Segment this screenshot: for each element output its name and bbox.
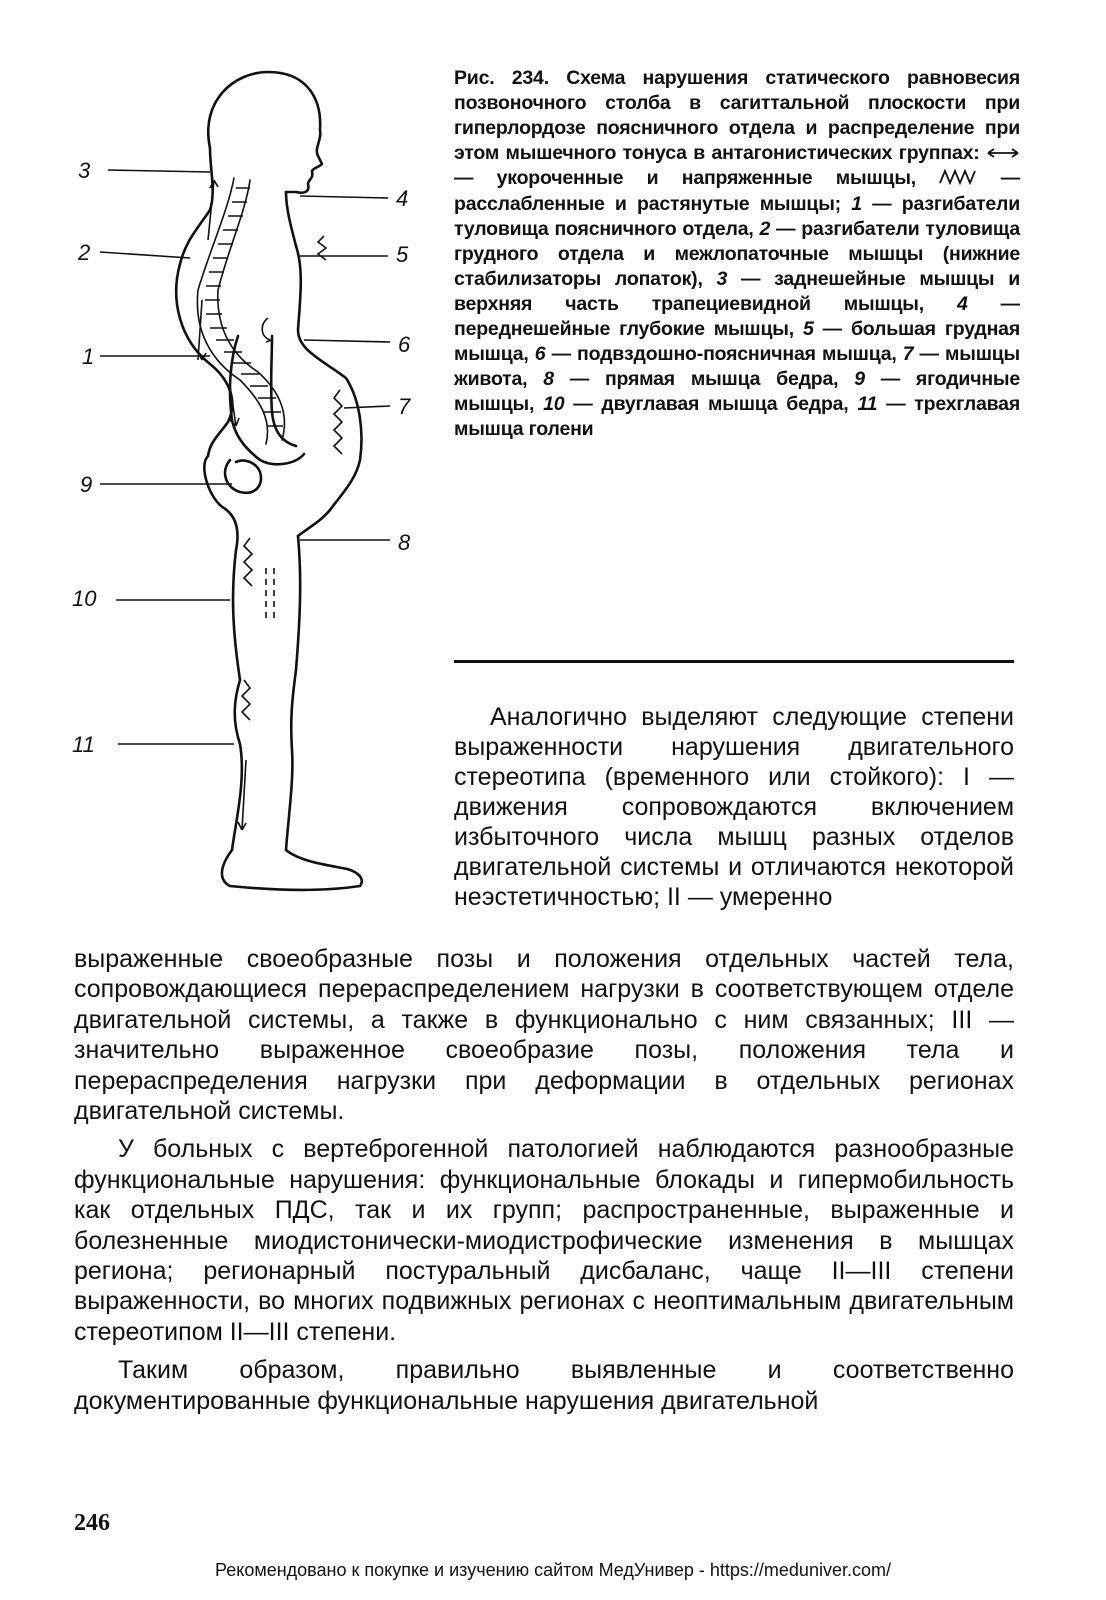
caption-item-number: 3: [716, 267, 728, 290]
relaxed-muscle-legend-icon: [939, 167, 977, 192]
legend-shortened-text: — укороченные и напряженные мышцы,: [454, 167, 940, 190]
spine-figure-illustration: [60, 60, 450, 920]
caption-item-text: — заднешейные мышцы и верхняя часть трапециевидной мышцы,: [454, 267, 1021, 315]
shortened-muscle-legend-icon: [986, 141, 1020, 166]
figure-234: [60, 60, 450, 920]
caption-item-number: 10: [543, 392, 565, 415]
caption-item-number: 1: [851, 192, 862, 215]
caption-item-text: — разгибатели туловища грудного отдела и межлопаточные мышцы (нижние стабилизаторы лопаток),: [454, 217, 1020, 290]
callout-10: 10: [72, 586, 97, 611]
callout-2: 2: [78, 240, 91, 265]
callout-7: 7: [398, 394, 411, 419]
caption-item-number: 5: [802, 317, 814, 340]
callout-6: 6: [398, 332, 411, 357]
intro-paragraph: Аналогично выделяют следующие степени выраженности нарушения двигательного стереотипа (временного или стойкого): I — движения сопровождаются включением избыточного числа мышц разных отделов двигательной системы и отличаются некоторой неэстетичностью; II — умеренно: [454, 703, 1014, 911]
callout-1: 1: [82, 344, 95, 369]
caption-item-number: 4: [957, 292, 968, 315]
caption-item-text: — прямая мышца бедра,: [553, 367, 855, 390]
body-paragraph-3: Таким образом, правильно выявленные и соответственно документированные функциональные нарушения двигательной: [74, 1356, 1014, 1415]
caption-item-text: — ягодичные мышцы,: [454, 367, 1020, 415]
caption-item-text: — подвздошно-поясничная мышца,: [545, 342, 903, 365]
caption-item-text: — большая грудная мышца,: [454, 317, 1020, 365]
caption-item-text: — трехглавая мышца голени: [454, 392, 1021, 440]
body-continuation: выраженные своеобразные позы и положения отдельных частей тела, сопровождающиеся перераспределением нагрузки в соответствующем отделе двигательной системы, а также в функционально с ним связанных; III — значительно выраженное своеобразие позы, положения тела и перераспределения нагрузки при деформации в отдельных регионах двигательной системы.: [74, 945, 1014, 1126]
page-number: 246: [74, 1510, 110, 1536]
callout-3: 3: [78, 158, 91, 183]
caption-item-text: — двуглавая мышца бедра,: [564, 392, 858, 415]
callout-4: 4: [396, 186, 409, 211]
caption-divider: [454, 660, 1014, 663]
caption-item-number: 2: [759, 217, 771, 240]
callout-11: 11: [72, 732, 95, 757]
caption-item-text: — разгибатели туловища поясничного отдела,: [454, 192, 1021, 240]
caption-item-text: — переднешейные глубокие мышцы,: [454, 292, 1020, 340]
caption-item-number: 6: [534, 342, 546, 365]
figure-caption: [454, 66, 1020, 442]
caption-item-text: — мышцы живота,: [454, 342, 1020, 390]
callout-5: 5: [396, 242, 409, 267]
body-text: [74, 944, 1014, 1416]
caption-title: Схема нарушения статического равновесия позвоночного столба в сагиттальной плоскости при гиперлордозе поясничного отдела и распределение при этом мышечного тонуса в антагонистических группах:: [454, 67, 1021, 164]
footer-note: Рекомендовано к покупке и изучению сайтом МедУнивер - https://meduniver.com/: [215, 1560, 891, 1580]
caption-item-number: 7: [902, 342, 914, 365]
caption-item-number: 8: [543, 367, 554, 390]
caption-prefix: Рис. 234.: [454, 67, 549, 89]
callout-9: 9: [80, 472, 93, 497]
legend-relaxed-text: — расслабленные и растянутые мышцы;: [454, 167, 1020, 215]
caption-item-number: 11: [857, 392, 878, 415]
body-paragraph-2: У больных с вертеброгенной патологией наблюдаются разнообразные функциональные нарушения: функциональные блокады и гипермобильность как отдельных ПДС, так и их групп; распространенные, выраженные и болезненные миодистонически-миодистрофические изменения в мышцах региона; регионарный постуральный дисбаланс, чаще II—III степени выраженности, во многих подвижных регионах с неоптимальным двигательным стереотипом II—III степени.: [74, 1135, 1014, 1346]
caption-item-number: 9: [854, 367, 865, 390]
callout-8: 8: [398, 530, 411, 555]
